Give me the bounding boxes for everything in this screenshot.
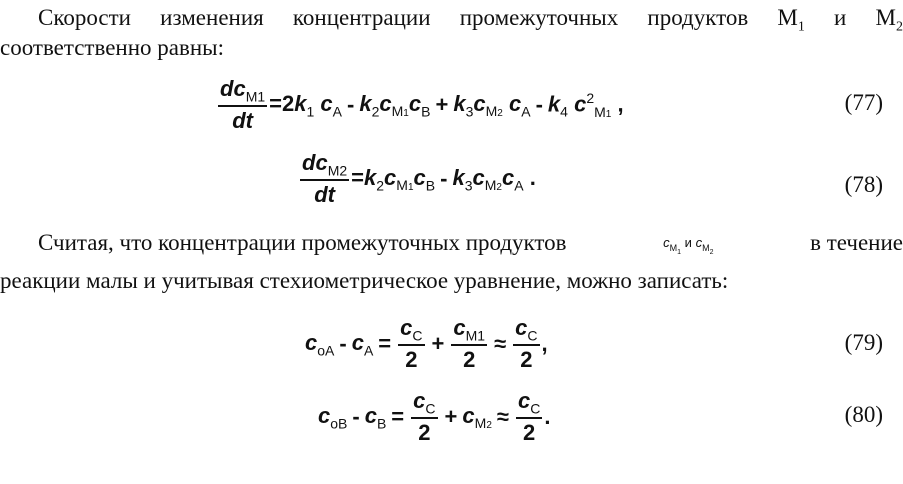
paragraph-1-line-1: Скорости изменения концентрации промежуточных продуктов $М_1$ и $М_2$ <box>38 5 903 35</box>
inline-concentrations: $c_{M_1}$ и $c_{M_2}$ <box>663 235 714 256</box>
equation-78: $\frac{dc_{M2}}{dt}$ $=k_2c_{M1}c_B$ - $k_3c_{M2}c_A$ . <box>302 150 536 207</box>
paragraph-2-text-c: в течение <box>810 230 903 255</box>
equation-77: $\frac{dc_{M1}}{dt}$ $=2k_1$ $c_A$ - $k_2c_{M1}c_B$ + $k_3c_{M2}$ $c_A$ - $k_4$ $c^2_{M1}$ , <box>220 76 624 133</box>
paragraph-1-line-2: соответственно равны: <box>0 35 225 60</box>
equation-number-79: (79) <box>844 330 883 355</box>
equation-79: $c_{oA}$ - $c_A$ = $\frac{c_C}{2}$ + $\frac{c_{M1}}{2}$ ≈ $\frac{c_C}{2}$ , <box>305 315 548 372</box>
equation-80: $c_{oB}$ - $c_B$ = $\frac{c_C}{2}$ + $c_{M2}$ ≈ $\frac{c_C}{2}$ . <box>318 388 551 445</box>
paragraph-2-line-1 <box>0 227 903 268</box>
equation-number-77: (77) <box>844 90 883 115</box>
equation-number-80: (80) <box>844 402 883 427</box>
paragraph-2-text-a: Считая, что концентрации промежуточных продуктов <box>38 230 567 255</box>
paragraph-2-line-2: реакции малы и учитывая стехиометрическое уравнение, можно записать: <box>0 268 729 293</box>
equation-number-78: (78) <box>844 172 883 197</box>
